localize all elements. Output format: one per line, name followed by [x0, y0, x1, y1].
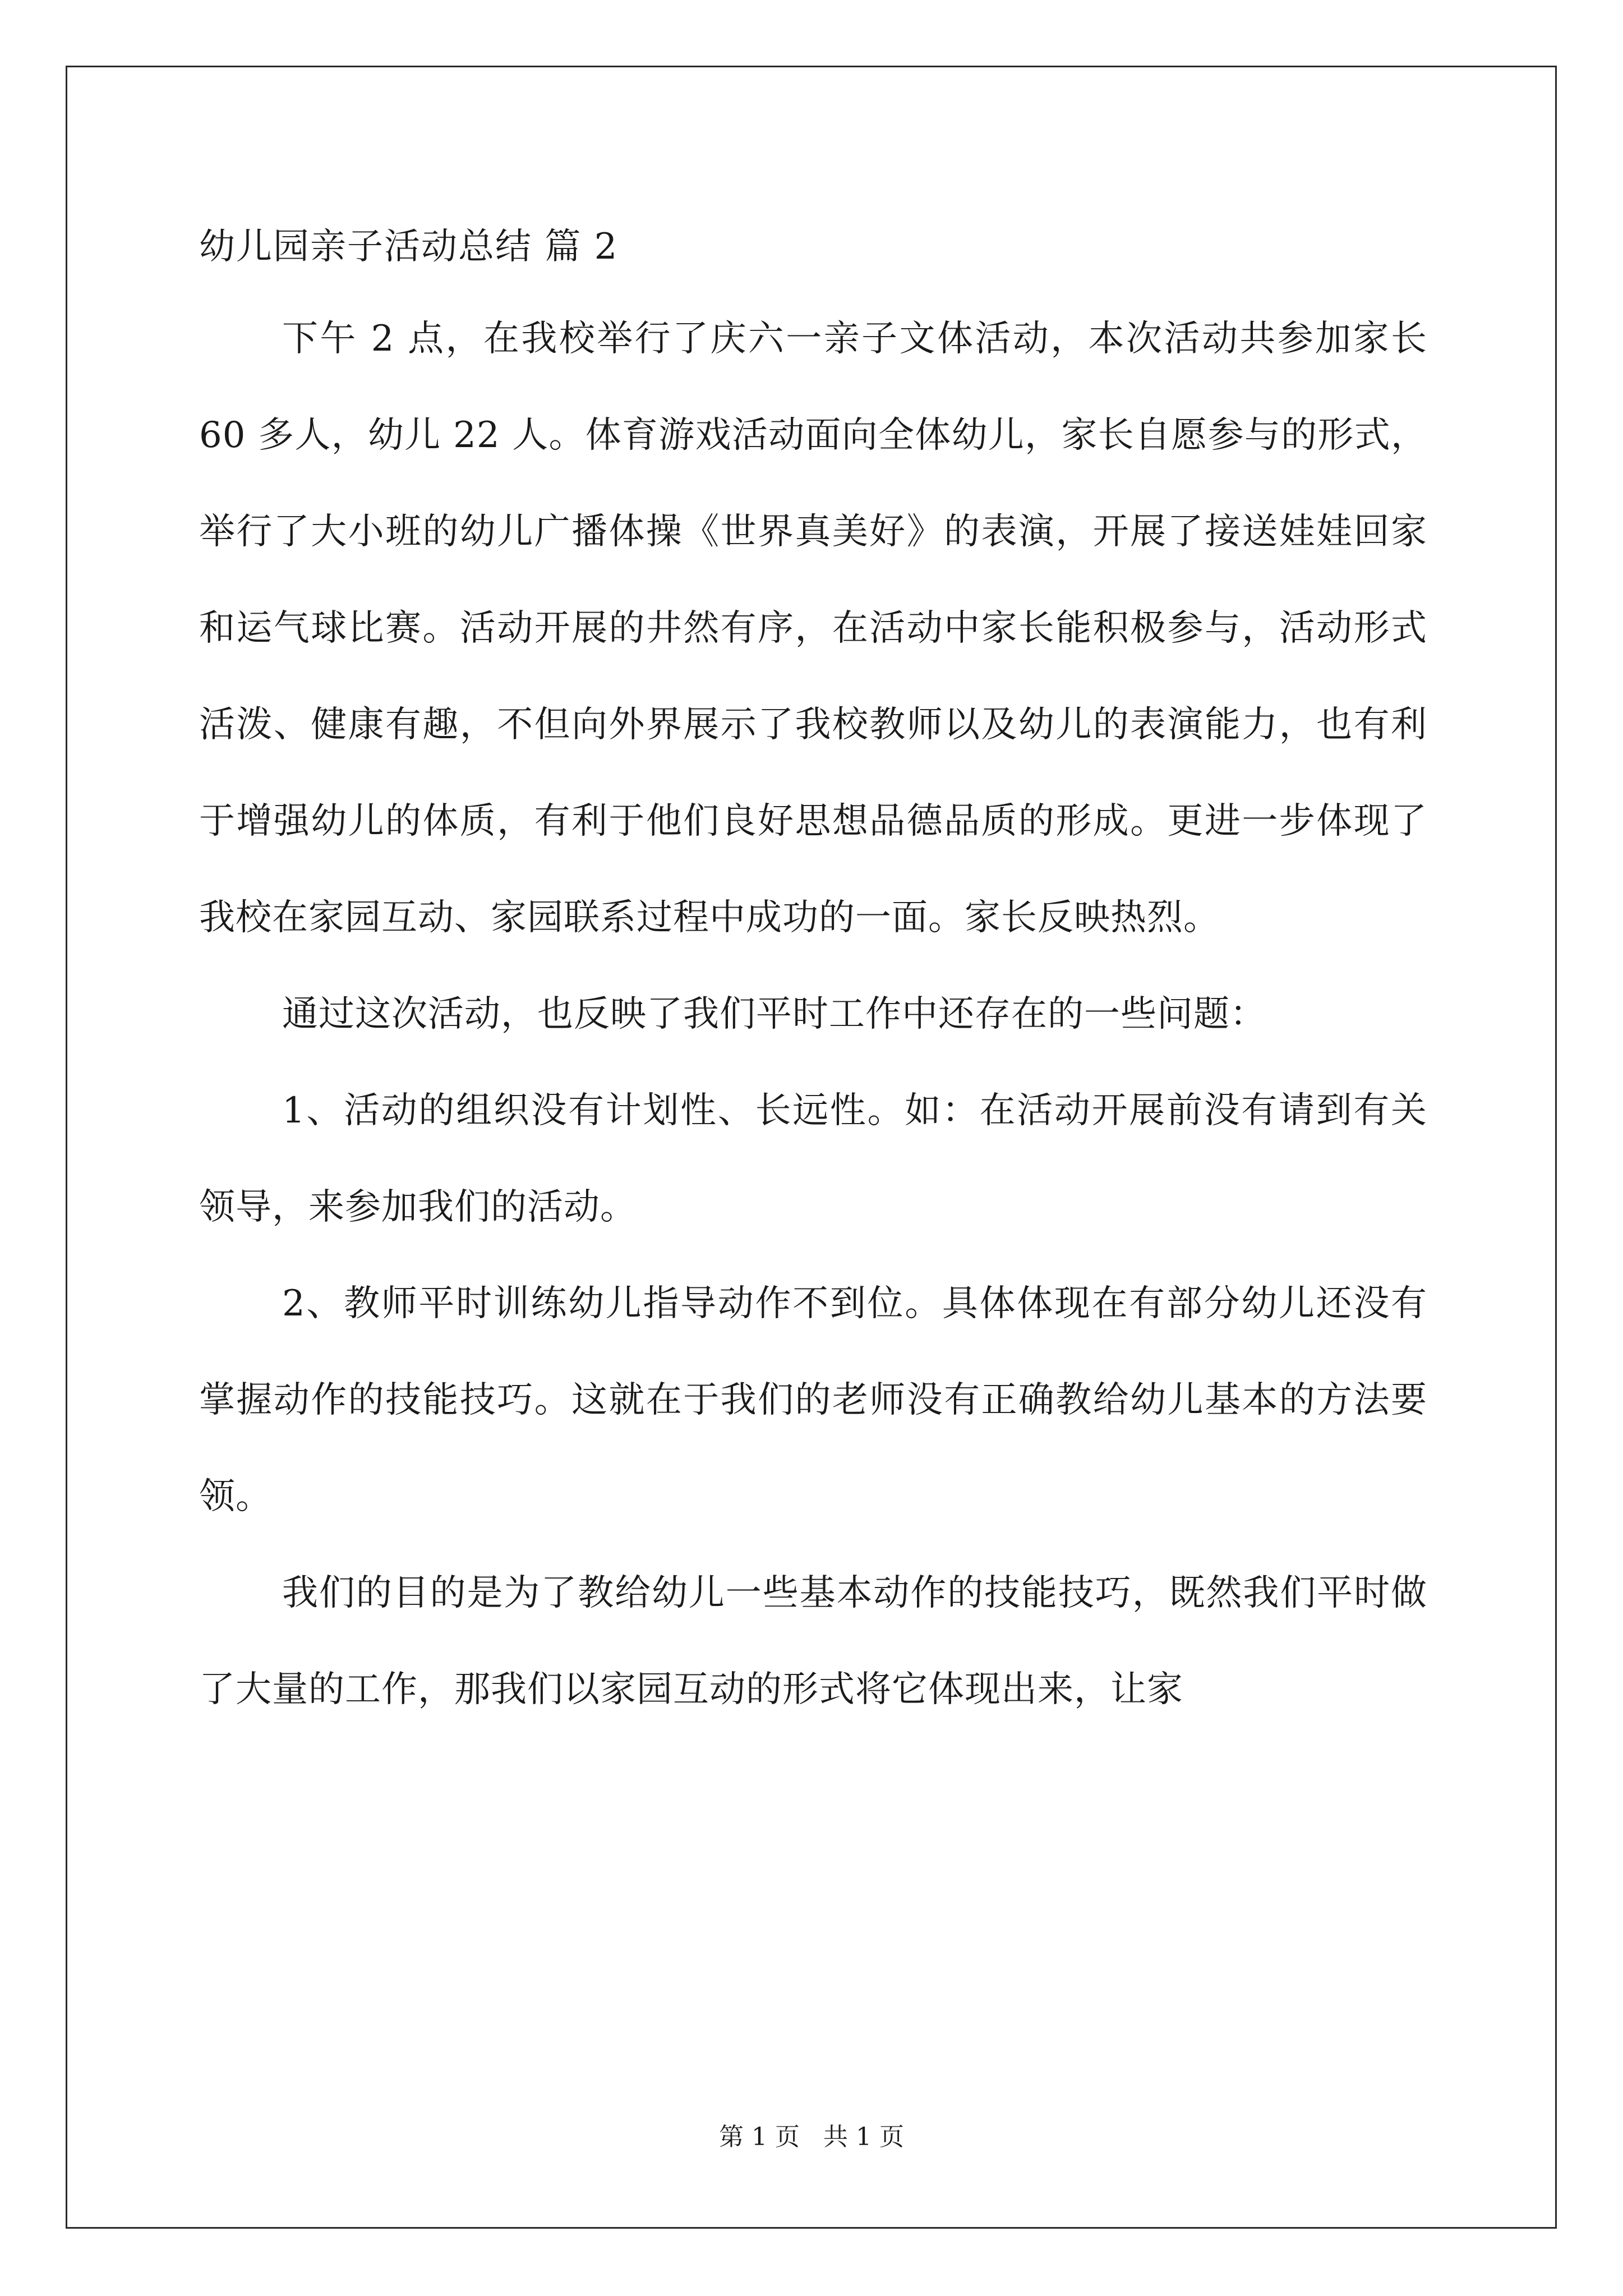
paragraph-problem-1: 1、活动的组织没有计划性、长远性。如：在活动开展前没有请到有关领导，来参加我们的活动。 [199, 1090, 1427, 1228]
page-number-footer: 第 1 页 共 1 页 [719, 2123, 904, 2151]
document-body [199, 291, 1427, 1738]
paragraph-purpose: 我们的目的是为了教给幼儿一些基本动作的技能技巧，既然我们平时做了大量的工作，那我们以家园互动的形式将它体现出来，让家 [199, 1572, 1427, 1710]
paragraph-activity-summary: 下午 2 点，在我校举行了庆六一亲子文体活动，本次活动共参加家长 60 多人，幼儿 22 人。体育游戏活动面向全体幼儿，家长自愿参与的形式，举行了大小班的幼儿广播体操《世界真美好》的表演，开展了接送娃娃回家和运气球比赛。活动开展的井然有序，在活动中家长能积极参与，活动形式活泼、健康有趣，不但向外界展示了我校教师以及幼儿的表演能力，也有利于增强幼儿的体质，有利于他们良好思想品德品质的形成。更进一步体现了我校在家园互动、家园联系过程中成功的一面。家长反映热烈。 [199, 318, 1427, 938]
paragraph-problems-intro: 通过这次活动，也反映了我们平时工作中还存在的一些问题： [282, 993, 1266, 1035]
document-title: 幼儿园亲子活动总结 篇 2 [199, 226, 619, 268]
paragraph-problem-2: 2、教师平时训练幼儿指导动作不到位。具体体现在有部分幼儿还没有掌握动作的技能技巧。这就在于我们的老师没有正确教给幼儿基本的方法要领。 [199, 1283, 1427, 1517]
